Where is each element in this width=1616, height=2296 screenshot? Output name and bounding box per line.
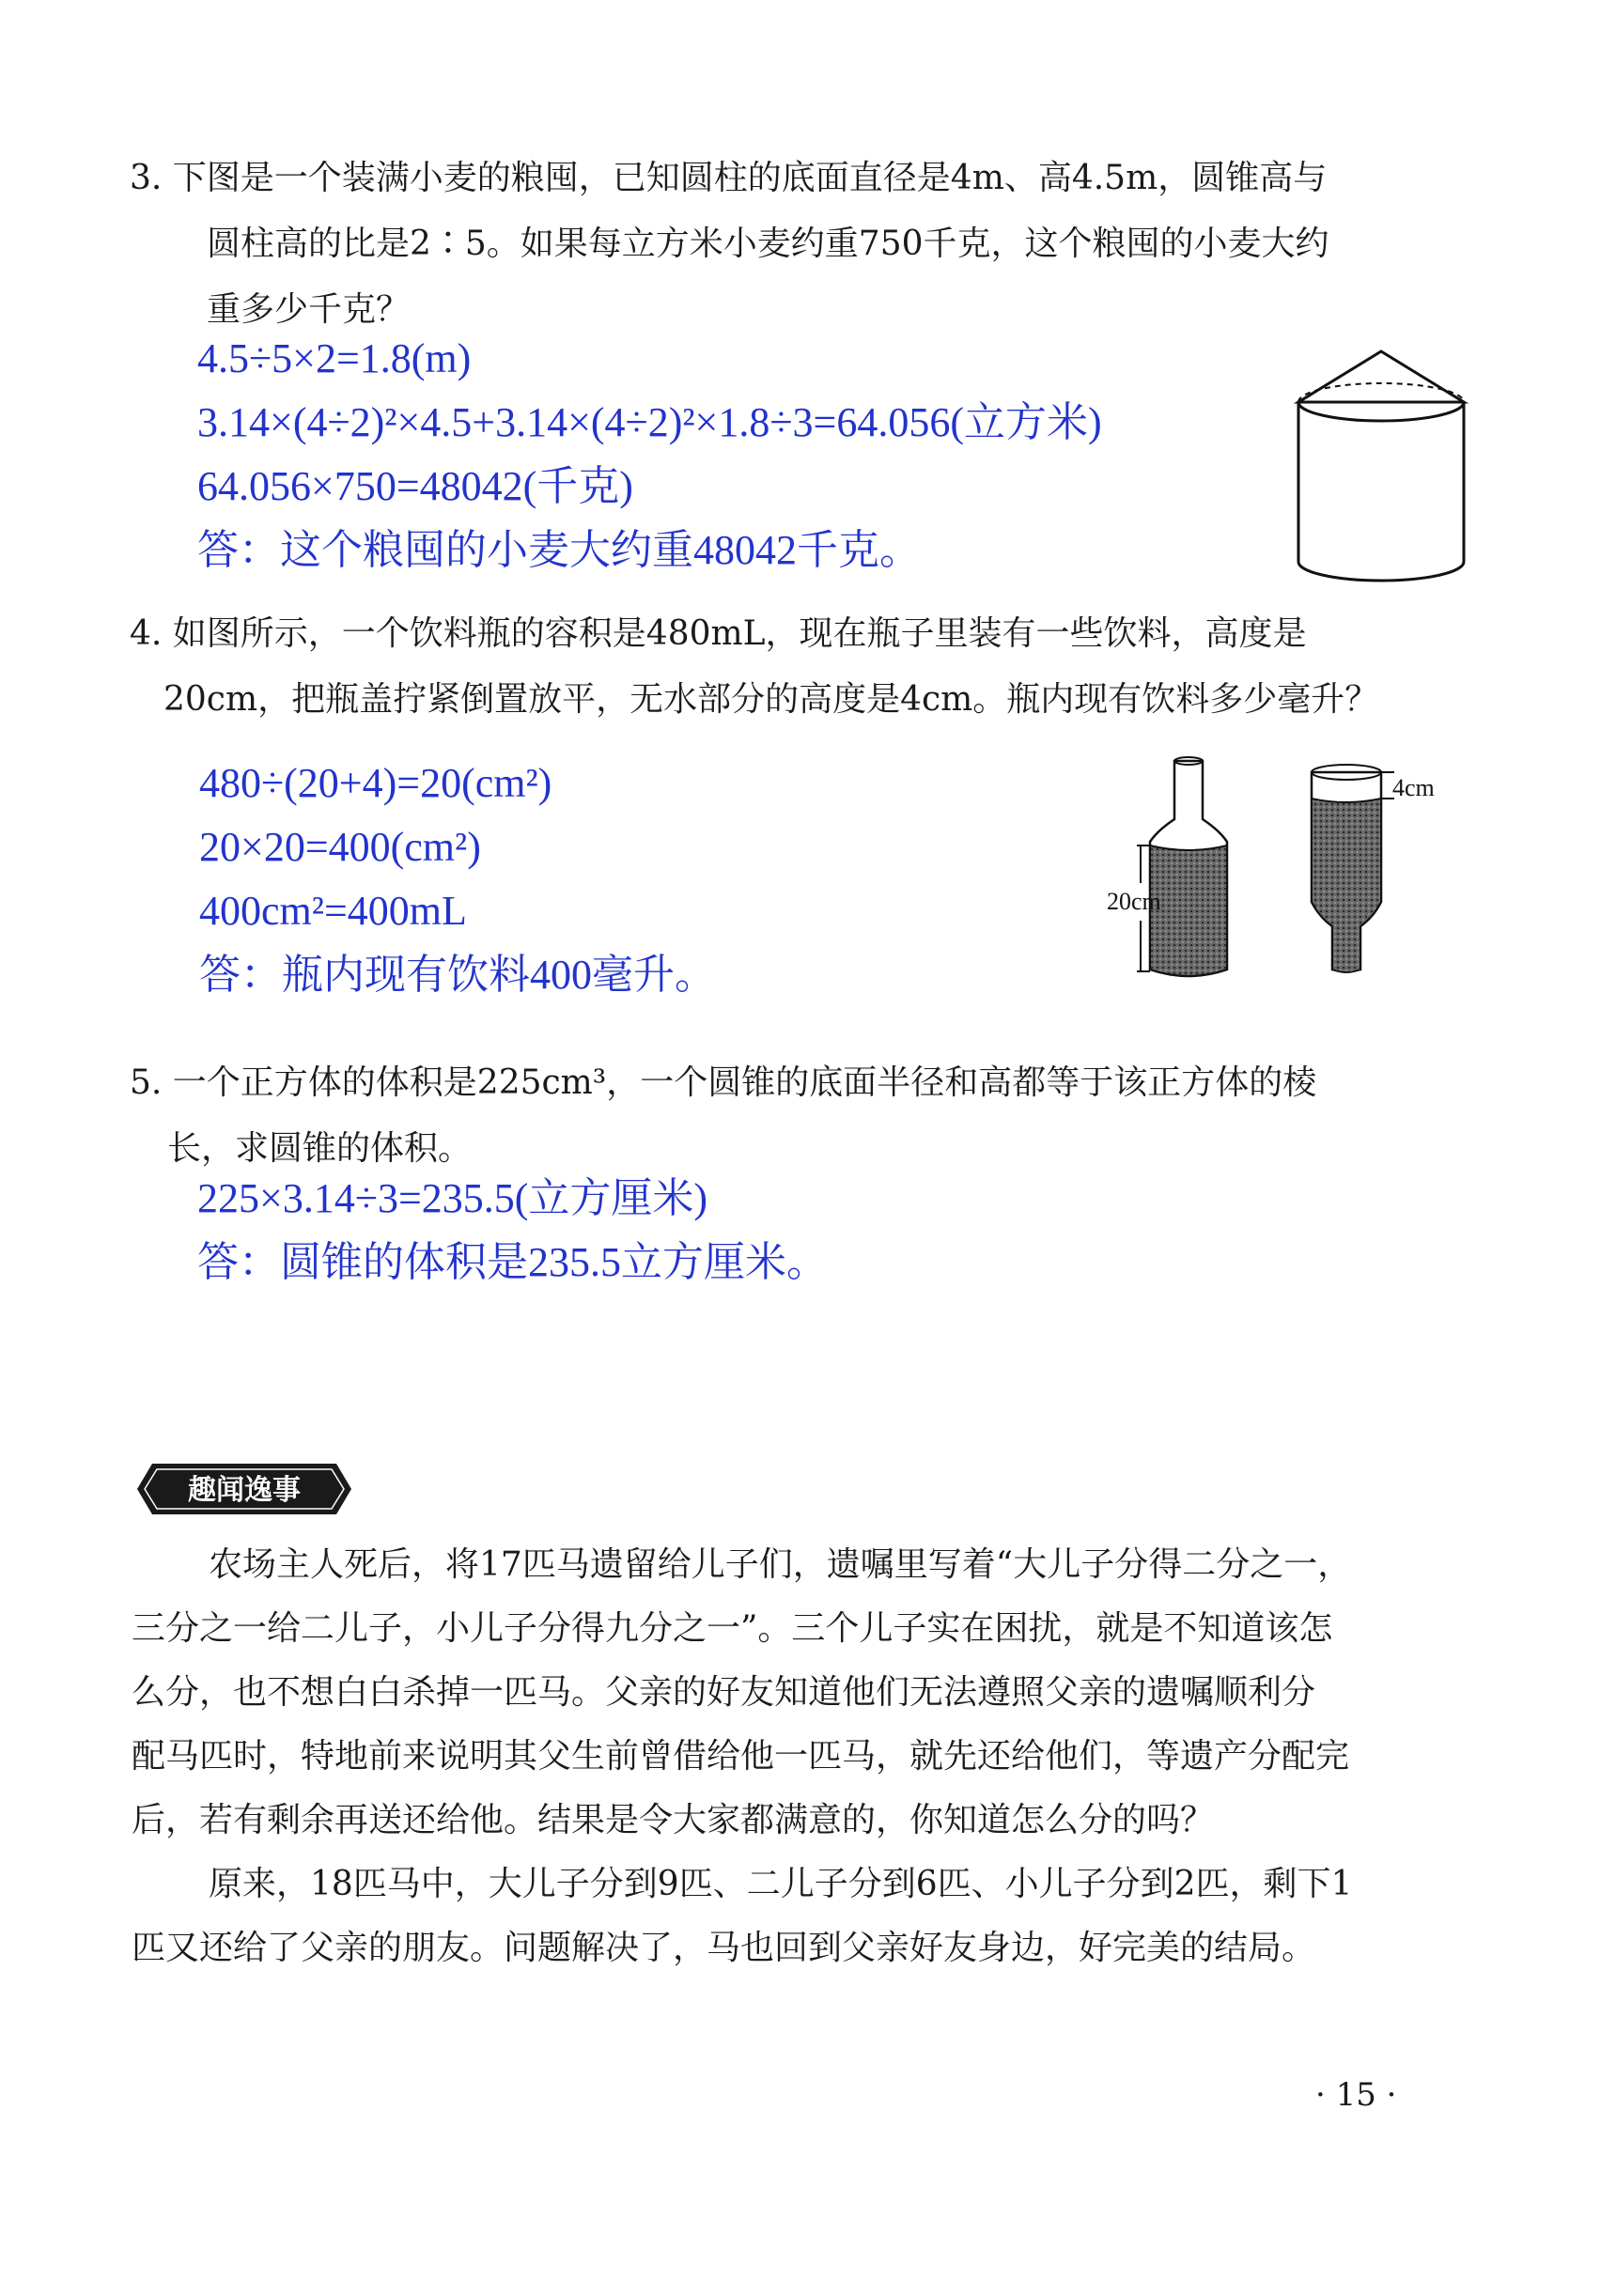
story-p1-line-3: 么分，也不想白白杀掉一匹马。父亲的好友知道他们无法遵照父亲的遗嘱顺利分 (132, 1673, 1316, 1712)
question-5 (130, 1050, 1454, 1182)
q4-answer (199, 752, 716, 1007)
q4-answer-line-1: 480÷(20+4)=20(cm²) (199, 760, 552, 806)
page-number: · 15 · (1315, 2076, 1397, 2114)
q4-answer-line-4: 答：瓶内现有饮料400毫升。 (199, 952, 716, 998)
question-4 (130, 601, 1454, 733)
story-badge-label: 趣闻逸事 (188, 1474, 301, 1507)
story-p1-line-2: 三分之一给二儿子，小儿子分得九分之一”。三个儿子实在困扰，就是不知道该怎 (132, 1609, 1333, 1648)
question-3 (130, 146, 1454, 343)
fig-label-20cm: 20cm (1107, 888, 1161, 915)
q5-answer (197, 1167, 828, 1295)
story-badge (132, 1456, 357, 1522)
q3-answer-line-4: 答：这个粮囤的小麦大约重48042千克。 (197, 527, 921, 573)
story-p1-line-4: 配马匹时，特地前来说明其父生前曾借给他一匹马，就先还给他们，等遗产分配完 (132, 1737, 1350, 1776)
q3-line-3: 重多少千克？ (207, 290, 411, 329)
q3-line-2: 圆柱高的比是2∶5。如果每立方米小麦约重750千克，这个粮囤的小麦大约 (207, 225, 1329, 263)
story-p2-line-1: 原来，18匹马中，大儿子分到9匹、二儿子分到6匹、小儿子分到2匹，剩下1 (209, 1865, 1353, 1903)
q5-line-2: 长，求圆锥的体积。 (167, 1129, 473, 1168)
q3-answer-line-2: 3.14×(4÷2)²×4.5+3.14×(4÷2)²×1.8÷3=64.056(立方米) (197, 399, 1102, 445)
fig-label-4cm: 4cm (1392, 774, 1435, 801)
bottle-figure (1099, 752, 1466, 986)
story-p1-line-5: 后，若有剩余再送还给他。结果是令大家都满意的，你知道怎么分的吗？ (132, 1801, 1215, 1839)
granary-figure (1287, 348, 1475, 592)
inverted-bottle (1312, 765, 1435, 972)
q5-line-1: 5. 一个正方体的体积是225cm³，一个圆锥的底面半径和高都等于该正方体的棱 (130, 1063, 1317, 1102)
q3-answer-line-1: 4.5÷5×2=1.8(m) (197, 335, 472, 381)
story-p2-line-2: 匹又还给了父亲的朋友。问题解决了，马也回到父亲好友身边，好完美的结局。 (132, 1929, 1316, 1967)
q5-answer-line-2: 答：圆锥的体积是235.5立方厘米。 (197, 1239, 828, 1285)
q4-answer-line-3: 400cm²=400mL (199, 888, 467, 934)
q4-answer-line-2: 20×20=400(cm²) (199, 824, 481, 870)
q5-answer-line-1: 225×3.14÷3=235.5(立方厘米) (197, 1175, 708, 1221)
q4-line-2: 20cm，把瓶盖拧紧倒置放平，无水部分的高度是4cm。瓶内现有饮料多少毫升？ (163, 680, 1379, 719)
q3-answer (197, 327, 1102, 582)
story-paragraph-2 (132, 1853, 1447, 1980)
q3-answer-line-3: 64.056×750=48042(千克) (197, 463, 633, 509)
story-paragraph-1 (132, 1533, 1447, 1853)
story-p1-line-1: 农场主人死后，将17匹马遗留给儿子们，遗嘱里写着“大儿子分得二分之一， (209, 1545, 1352, 1584)
upright-bottle (1107, 757, 1227, 976)
q4-line-1: 4. 如图所示，一个饮料瓶的容积是480mL，现在瓶子里装有一些饮料，高度是 (130, 614, 1307, 653)
q3-line-1: 3. 下图是一个装满小麦的粮囤，已知圆柱的底面直径是4m、高4.5m，圆锥高与 (130, 159, 1328, 197)
